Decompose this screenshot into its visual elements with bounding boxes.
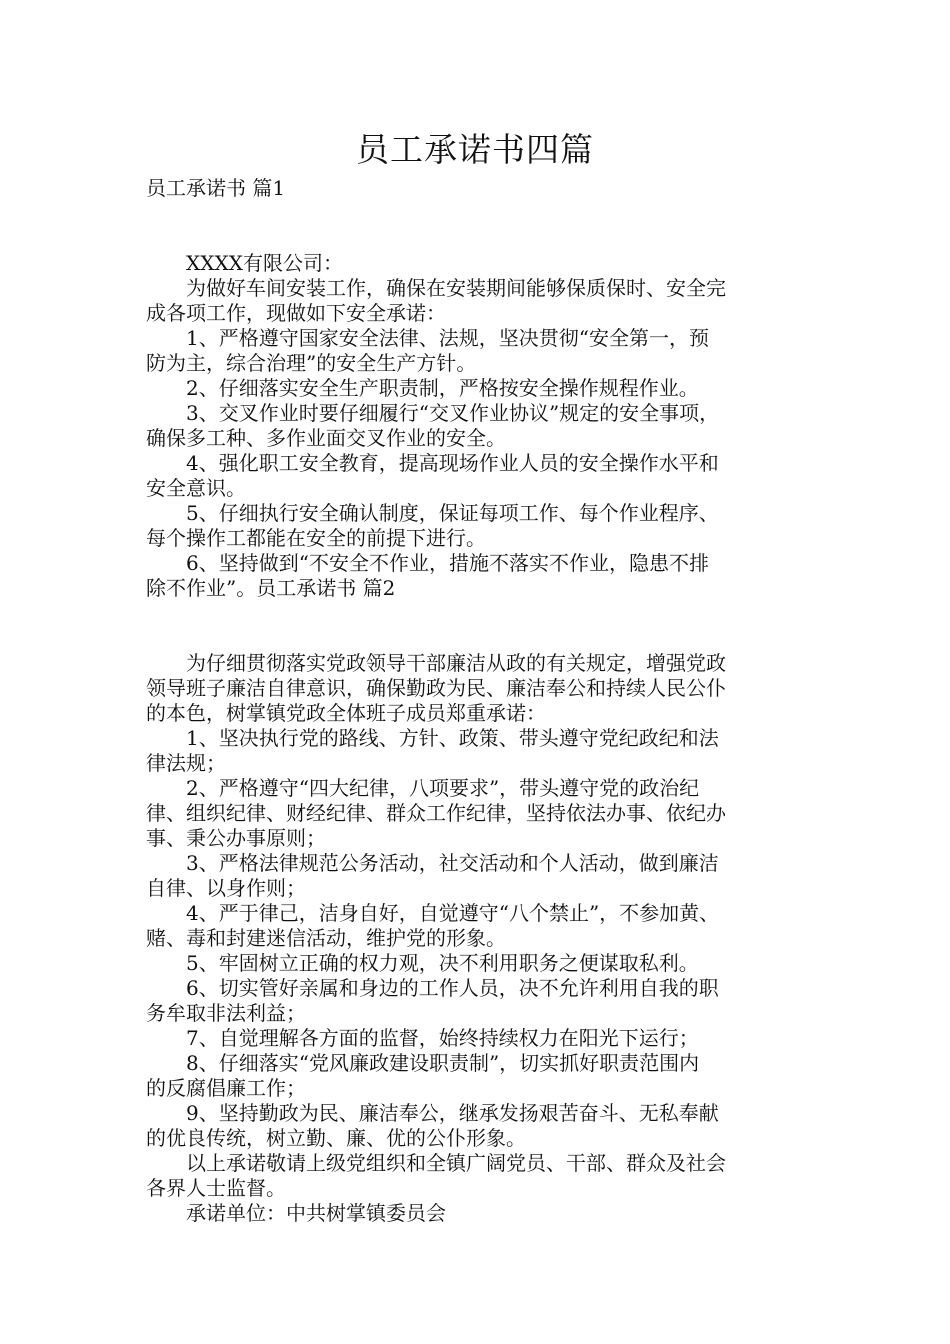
text-line: 1、坚决执行党的路线、方针、政策、带头遵守党纪政纪和法 xyxy=(146,726,719,750)
text-line: 3、交叉作业时要仔细履行“交叉作业协议”规定的安全事项， xyxy=(146,401,720,425)
text-line: 1、严格遵守国家安全法律、法规，坚决贯彻“安全第一，预 xyxy=(146,326,709,350)
text-line: 赌、毒和封建迷信活动，维护党的形象。 xyxy=(146,926,506,950)
text-line: 领导班子廉洁自律意识，确保勤政为民、廉洁奉公和持续人民公仆 xyxy=(146,676,726,700)
text-line: 务牟取非法利益； xyxy=(146,1001,306,1025)
text-line: XXXX有限公司： xyxy=(146,251,343,275)
text-line: 为仔细贯彻落实党政领导干部廉洁从政的有关规定，增强党政 xyxy=(146,651,726,675)
document-title: 员工承诺书四篇 xyxy=(356,130,594,169)
text-line: 的本色，树掌镇党政全体班子成员郑重承诺： xyxy=(146,701,546,725)
text-line: 除不作业”。员工承诺书 篇2 xyxy=(146,576,396,600)
text-line: 4、严于律己，洁身自好，自觉遵守“八个禁止”，不参加黄、 xyxy=(146,901,720,925)
text-line: 事、秉公办事原则； xyxy=(146,826,326,850)
text-line: 2、仔细落实安全生产职责制，严格按安全操作规程作业。 xyxy=(146,376,699,400)
text-line: 3、严格法律规范公务活动，社交活动和个人活动，做到廉洁 xyxy=(146,851,719,875)
text-line: 2、严格遵守“四大纪律，八项要求”，带头遵守党的政治纪 xyxy=(146,776,700,800)
text-line: 6、坚持做到“不安全不作业，措施不落实不作业，隐患不排 xyxy=(146,551,709,575)
text-line: 确保多工种、多作业面交叉作业的安全。 xyxy=(146,426,506,450)
text-line: 自律、以身作则； xyxy=(146,876,306,900)
document-subtitle: 员工承诺书 篇1 xyxy=(146,176,286,200)
text-line: 承诺单位：中共树掌镇委员会 xyxy=(146,1201,446,1225)
text-line: 防为主，综合治理”的安全生产方针。 xyxy=(146,351,477,375)
text-line: 8、仔细落实“党风廉政建设职责制”，切实抓好职责范围内 xyxy=(146,1051,700,1075)
text-line: 各界人士监督。 xyxy=(146,1176,286,1200)
text-line: 安全意识。 xyxy=(146,476,246,500)
text-line: 4、强化职工安全教育，提高现场作业人员的安全操作水平和 xyxy=(146,451,719,475)
text-line: 9、坚持勤政为民、廉洁奉公，继承发扬艰苦奋斗、无私奉献 xyxy=(146,1101,719,1125)
text-line: 律法规； xyxy=(146,751,226,775)
text-line: 5、仔细执行安全确认制度，保证每项工作、每个作业程序、 xyxy=(146,501,719,525)
text-line: 每个操作工都能在安全的前提下进行。 xyxy=(146,526,486,550)
text-line: 的反腐倡廉工作； xyxy=(146,1076,306,1100)
text-line: 律、组织纪律、财经纪律、群众工作纪律，坚持依法办事、依纪办 xyxy=(146,801,726,825)
text-line: 成各项工作，现做如下安全承诺： xyxy=(146,301,446,325)
text-line: 5、牢固树立正确的权力观，决不利用职务之便谋取私利。 xyxy=(146,951,699,975)
text-line: 6、切实管好亲属和身边的工作人员，决不允许利用自我的职 xyxy=(146,976,719,1000)
text-line: 的优良传统，树立勤、廉、优的公仆形象。 xyxy=(146,1126,526,1150)
text-line: 7、自觉理解各方面的监督，始终持续权力在阳光下运行； xyxy=(146,1026,699,1050)
text-line: 以上承诺敬请上级党组织和全镇广阔党员、干部、群众及社会 xyxy=(146,1151,726,1175)
text-line: 为做好车间安装工作，确保在安装期间能够保质保时、安全完 xyxy=(146,276,726,300)
